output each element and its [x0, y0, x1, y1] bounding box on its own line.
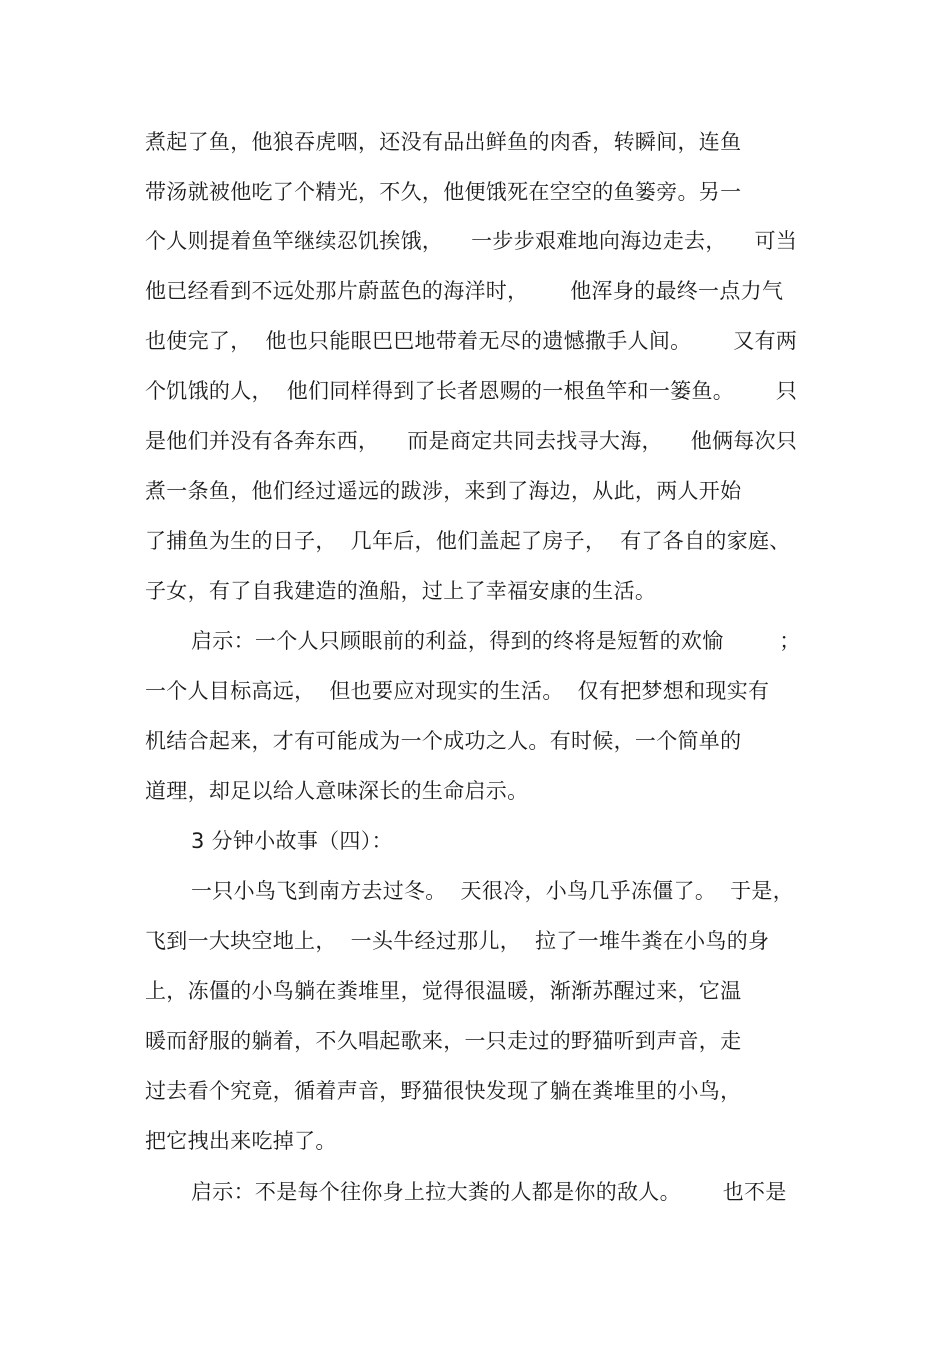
text-line: 个饥饿的人， 他们同样得到了长者恩赐的一根鱼竿和一篓鱼。 只 — [145, 379, 798, 403]
text-line: 暖而舒服的躺着，不久唱起歌来，一只走过的野猫听到声音，走 — [145, 1029, 742, 1053]
text-line: 子女，有了自我建造的渔船，过上了幸福安康的生活。 — [145, 579, 657, 603]
text-line: 一个人目标高远， 但也要应对现实的生活。 仅有把梦想和现实有 — [145, 679, 770, 703]
story-heading: 3 分钟小故事（四）： — [191, 829, 393, 853]
text-line: 是他们并没有各奔东西， 而是商定共同去找寻大海， 他俩每次只 — [145, 429, 798, 453]
text-line: 机结合起来，才有可能成为一个成功之人。有时候，一个简单的 — [145, 729, 742, 753]
text-line: 了捕鱼为生的日子， 几年后，他们盖起了房子， 有了各自的家庭、 — [145, 529, 791, 553]
text-line: 飞到一大块空地上， 一头牛经过那儿， 拉了一堆牛粪在小鸟的身 — [145, 929, 770, 953]
text-line: 过去看个究竟，循着声音，野猫很快发现了躺在粪堆里的小鸟， — [145, 1079, 742, 1103]
text-line: 带汤就被他吃了个精光，不久，他便饿死在空空的鱼篓旁。另一 — [145, 180, 742, 204]
text-line: 煮一条鱼，他们经过遥远的跋涉，来到了海边，从此，两人开始 — [145, 479, 742, 503]
text-line: 他已经看到不远处那片蔚蓝色的海洋时， 他浑身的最终一点力气 — [145, 279, 784, 303]
story-paragraph-start: 一只小鸟飞到南方去过冬。 天很冷，小鸟几乎冻僵了。 于是， — [191, 879, 794, 903]
text-line: 把它拽出来吃掉了。 — [145, 1129, 337, 1153]
text-line: 个人则提着鱼竿继续忍饥挨饿， 一步步艰难地向海边走去， 可当 — [145, 229, 798, 253]
moral-paragraph-start: 启示：一个人只顾眼前的利益，得到的终将是短暂的欢愉 ； — [191, 629, 801, 653]
text-line: 也使完了， 他也只能眼巴巴地带着无尽的遗憾撒手人间。 又有两 — [145, 329, 798, 353]
moral-paragraph-start: 启示：不是每个往你身上拉大粪的人都是你的敌人。 也不是 — [191, 1180, 787, 1204]
text-line: 上，冻僵的小鸟躺在粪堆里，觉得很温暖，渐渐苏醒过来，它温 — [145, 979, 742, 1003]
text-line: 煮起了鱼，他狼吞虎咽，还没有品出鲜鱼的肉香，转瞬间，连鱼 — [145, 130, 742, 154]
text-line: 道理，却足以给人意味深长的生命启示。 — [145, 779, 529, 803]
